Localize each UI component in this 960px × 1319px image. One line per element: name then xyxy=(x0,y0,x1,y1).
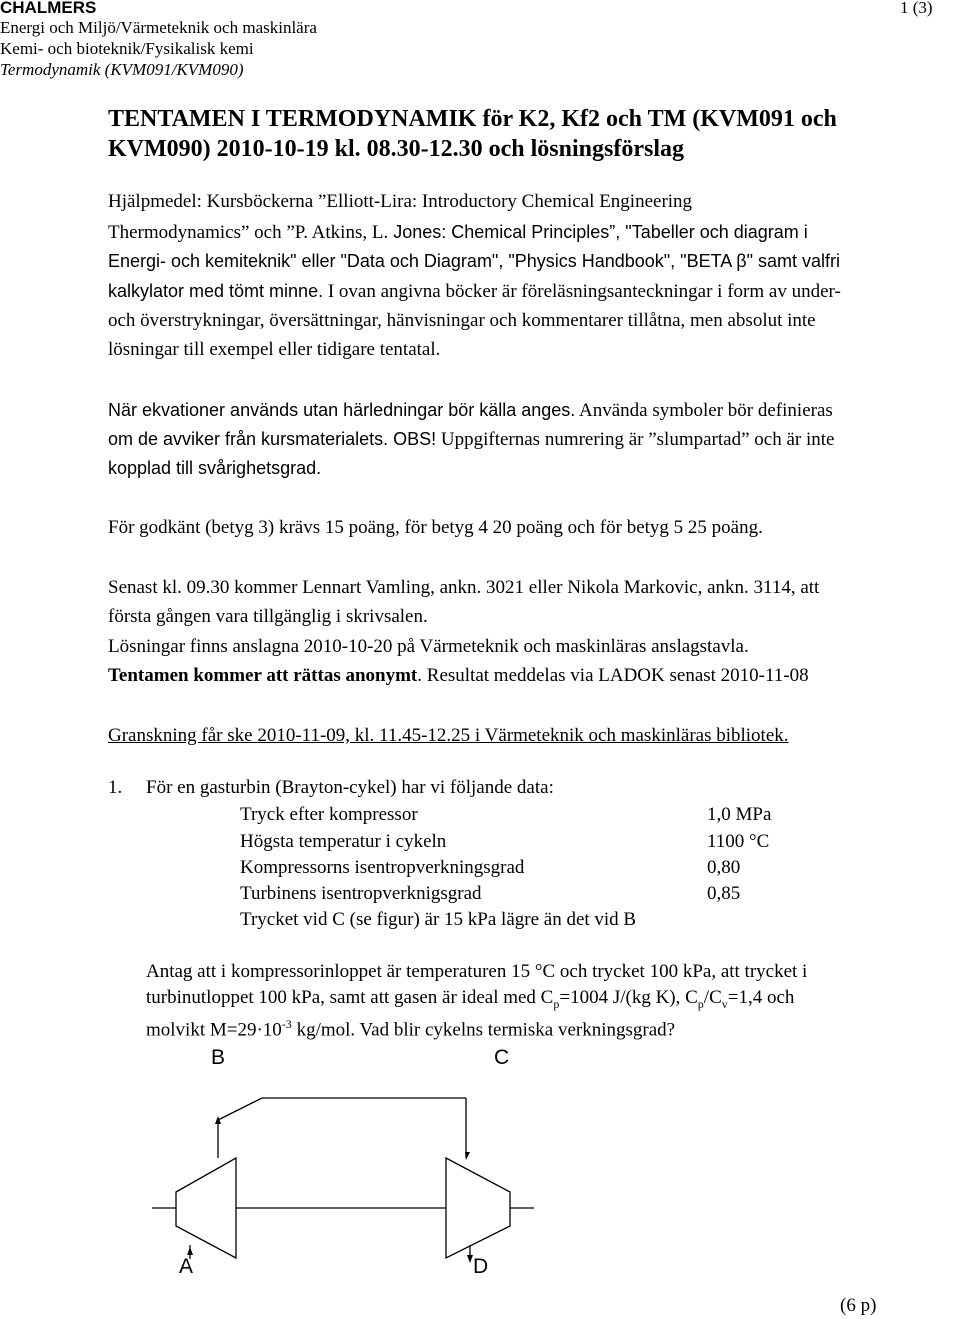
turbine-shape xyxy=(446,1158,510,1258)
page-number: 1 (3) xyxy=(900,0,933,17)
label-b: B xyxy=(211,1046,226,1069)
exam-title-line2: KVM090) 2010-10-19 kl. 08.30-12.30 och lösningsförslag xyxy=(108,136,684,162)
rules-line1 xyxy=(108,400,833,421)
brayton-cycle-diagram xyxy=(0,1080,600,1260)
data-value-3: 0,80 xyxy=(707,857,741,878)
inlet-outlet-arrows xyxy=(160,1245,500,1275)
superscript-exponent: -3 xyxy=(281,1017,292,1031)
aids-line2b: Jones: Chemical Principles”, "Tabeller och diagram i xyxy=(388,222,808,242)
rules-line1a: När ekvationer används utan härledningar bör källa anges. xyxy=(108,400,576,420)
label-a: A xyxy=(179,1255,194,1278)
aids-line2a: Thermodynamics” och ”P. Atkins, L. xyxy=(108,222,389,243)
department-2: Kemi- och bioteknik/Fysikalisk kemi xyxy=(0,39,254,58)
grading-text: För godkänt (betyg 3) krävs 15 poäng, för betyg 4 20 poäng och för betyg 5 25 poäng. xyxy=(108,517,763,538)
assumption-text-a: turbinutloppet 100 kPa, samt att gasen är ideal med C xyxy=(146,987,554,1008)
aids-line4a: kalkylator med tömt minne. xyxy=(108,281,324,301)
data-value-2: 1100 °C xyxy=(707,831,770,852)
aids-line6: lösningar till exempel eller tidigare tentatal. xyxy=(108,339,441,360)
arrow-up-icon xyxy=(215,1116,221,1124)
department: Energi och Miljö/Värmeteknik och maskinlära xyxy=(0,18,317,37)
rules-line3: kopplad till svårighetsgrad. xyxy=(108,458,322,478)
subscript-p: p xyxy=(553,996,560,1011)
rules-line2a: om de avviker från kursmaterialets. OBS! xyxy=(108,429,437,449)
course-name: Termodynamik (KVM091/KVM090) xyxy=(0,60,244,79)
problem-intro: För en gasturbin (Brayton-cykel) har vi följande data: xyxy=(146,777,554,798)
data-label-4: Turbinens isentropverknigsgrad xyxy=(240,883,482,904)
problem-number: 1. xyxy=(108,777,123,798)
assumption-text-f: kg/mol. Vad blir cykelns termiska verkningsgrad? xyxy=(291,1019,676,1041)
rules-line2 xyxy=(108,429,834,450)
info-line4 xyxy=(108,666,809,686)
aids-line2 xyxy=(108,222,808,243)
exam-title-line1: TENTAMEN I TERMODYNAMIK för K2, Kf2 och TM (KVM091 och xyxy=(108,106,837,132)
data-value-1: 1,0 MPa xyxy=(707,804,772,825)
subscript-v: v xyxy=(721,996,728,1011)
assumption-line3 xyxy=(146,1014,675,1040)
pipe-top xyxy=(218,1098,466,1120)
assumption-text-c: /C xyxy=(703,987,722,1008)
data-value-4: 0,85 xyxy=(707,883,741,904)
label-c: C xyxy=(494,1046,510,1069)
assumption-text-b: =1004 J/(kg K), C xyxy=(559,987,698,1008)
aids-line1: Hjälpmedel: Kursböckerna ”Elliott-Lira: Introductory Chemical Engineering xyxy=(108,191,693,212)
assumption-line1: Antag att i kompressorinloppet är temperaturen 15 °C och trycket 100 kPa, att trycket i xyxy=(146,961,808,982)
org-name: CHALMERS xyxy=(0,0,97,17)
pressure-note: Trycket vid C (se figur) är 15 kPa lägre än det vid B xyxy=(240,909,637,930)
anonymous-notice: Tentamen kommer att rättas anonymt xyxy=(108,665,418,686)
info-line5: Granskning får ske 2010-11-09, kl. 11.45-12.25 i Värmeteknik och maskinläras bibliotek. xyxy=(108,725,789,746)
assumption-text-d: =1,4 och xyxy=(727,987,795,1008)
rules-line2b: Uppgifternas numrering är ”slumpartad” och är inte xyxy=(436,429,835,450)
result-notice: . Resultat meddelas via LADOK senast 2010-11-08 xyxy=(417,665,809,686)
aids-line4 xyxy=(108,281,841,302)
data-label-3: Kompressorns isentropverkningsgrad xyxy=(240,857,525,878)
info-line1: Senast kl. 09.30 kommer Lennart Vamling, ankn. 3021 eller Nikola Markovic, ankn. 3114, att xyxy=(108,577,820,598)
aids-line4b: I ovan angivna böcker är föreläsningsanteckningar i form av under- xyxy=(323,281,841,302)
aids-line5: och överstrykningar, översättningar, hänvisningar och kommentarer tillåtna, men absolut inte xyxy=(108,310,816,331)
info-line3: Lösningar finns anslagna 2010-10-20 på Värmeteknik och maskinläras anslagstavla. xyxy=(108,636,749,657)
info-line2: första gången vara tillgänglig i skrivsalen. xyxy=(108,606,428,627)
assumption-line2 xyxy=(146,988,794,1014)
aids-line3: Energi- och kemiteknik" eller "Data och Diagram", "Physics Handbook", "BETA β" samt valfri xyxy=(108,251,841,271)
assumption-text-e: molvikt M=29·10 xyxy=(146,1019,282,1041)
data-label-1: Tryck efter kompressor xyxy=(240,804,418,825)
compressor-shape xyxy=(176,1158,236,1258)
rules-line1b: Använda symboler bör definieras xyxy=(575,400,833,421)
points: (6 p) xyxy=(840,1295,877,1316)
subscript-p-2: p xyxy=(697,996,704,1011)
data-label-2: Högsta temperatur i cykeln xyxy=(240,831,447,852)
label-d: D xyxy=(473,1255,489,1278)
arrow-down-icon xyxy=(465,1152,470,1160)
